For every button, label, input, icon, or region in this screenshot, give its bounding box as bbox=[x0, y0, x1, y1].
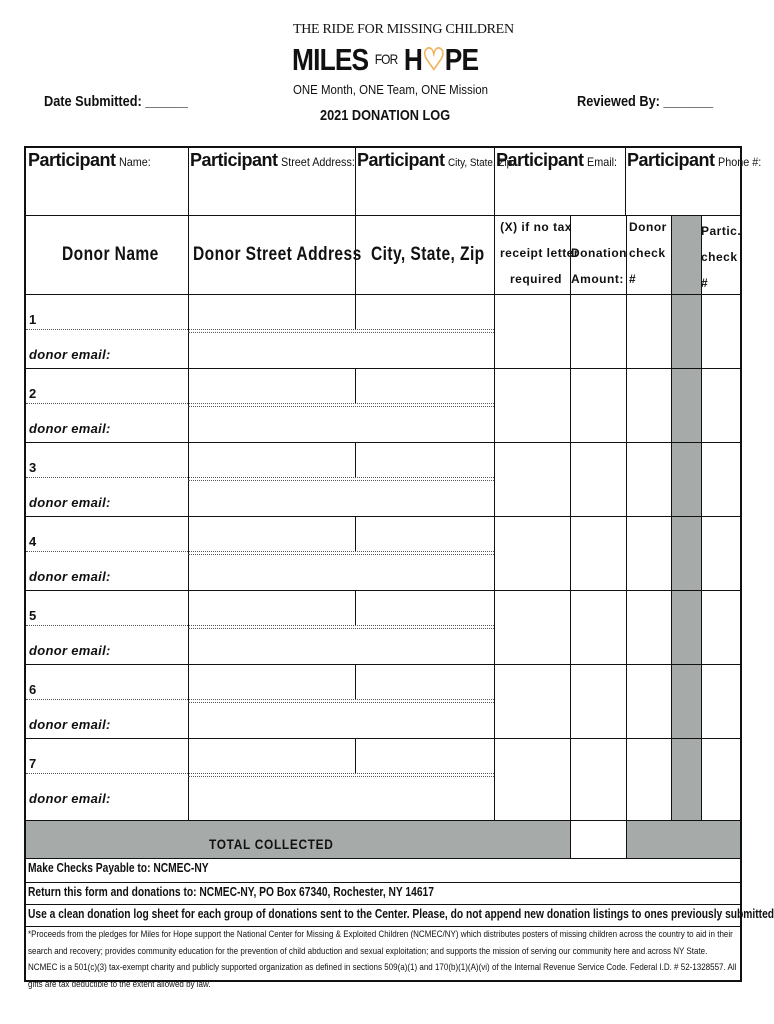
col-donor-name: Donor Name bbox=[62, 244, 159, 265]
donor-city-input[interactable] bbox=[355, 517, 494, 551]
donor-email-input[interactable] bbox=[188, 628, 494, 664]
participant-phone-label: Phone #: bbox=[717, 155, 762, 169]
donor-email-input[interactable] bbox=[188, 702, 494, 738]
col-no-tax-line3: required bbox=[509, 272, 562, 286]
no-tax-receipt-checkbox[interactable] bbox=[494, 443, 570, 516]
participant-city-label-bold: Participant bbox=[357, 150, 445, 170]
donor-email-input[interactable] bbox=[188, 332, 494, 368]
logo-brand-miles: MILES bbox=[292, 42, 369, 77]
donation-amount-input[interactable] bbox=[570, 517, 626, 590]
page-title: 2021 DONATION LOG bbox=[320, 107, 451, 124]
col-no-tax-receipt bbox=[500, 214, 580, 292]
partic-check-input[interactable] bbox=[701, 591, 740, 664]
grid-line bbox=[355, 216, 356, 296]
grid-line bbox=[355, 295, 356, 329]
row-number: 6 bbox=[29, 682, 37, 697]
row-divider bbox=[188, 332, 494, 333]
participant-street-field[interactable] bbox=[190, 150, 363, 171]
row-divider bbox=[26, 699, 494, 700]
row-divider bbox=[26, 773, 494, 774]
row-divider bbox=[188, 554, 494, 555]
donor-check-input[interactable] bbox=[626, 295, 671, 368]
participant-street-label-bold: Participant bbox=[190, 150, 278, 170]
donor-email-label: donor email: bbox=[29, 791, 111, 806]
col-partic-check-line3: # bbox=[701, 276, 709, 290]
col-donor-check bbox=[629, 214, 667, 292]
participant-email-label: Email: bbox=[586, 155, 617, 169]
participant-name-label-bold: Participant bbox=[28, 150, 116, 170]
col-partic-check-line2: check bbox=[701, 250, 738, 264]
col-donor-check-line1: Donor bbox=[629, 220, 667, 234]
no-tax-receipt-checkbox[interactable] bbox=[494, 665, 570, 738]
row-divider bbox=[26, 625, 494, 626]
date-submitted-field[interactable]: Date Submitted: ______ bbox=[44, 93, 188, 110]
total-amount-box[interactable] bbox=[570, 820, 627, 858]
grid-line bbox=[355, 443, 356, 477]
donor-check-input[interactable] bbox=[626, 369, 671, 442]
donor-city-input[interactable] bbox=[355, 739, 494, 773]
donor-email-input[interactable] bbox=[188, 776, 494, 812]
row-divider bbox=[26, 403, 494, 404]
total-band bbox=[26, 820, 740, 858]
col-no-tax-line2: receipt letter bbox=[500, 246, 580, 260]
grid-line bbox=[26, 904, 740, 905]
row-divider bbox=[26, 329, 494, 330]
donor-email-label: donor email: bbox=[29, 717, 111, 732]
donor-city-input[interactable] bbox=[355, 295, 494, 329]
donor-street-input[interactable] bbox=[188, 591, 355, 625]
donor-street-input[interactable] bbox=[188, 295, 355, 329]
col-donation-line2: Amount: bbox=[571, 272, 624, 286]
participant-email-field[interactable] bbox=[496, 150, 620, 171]
no-tax-receipt-checkbox[interactable] bbox=[494, 295, 570, 368]
return-address-text: Return this form and donations to: NCMEC-NY, PO Box 67340, Rochester, NY 14617 bbox=[28, 885, 434, 899]
donor-check-input[interactable] bbox=[626, 665, 671, 738]
donation-amount-input[interactable] bbox=[570, 591, 626, 664]
row-divider bbox=[188, 406, 494, 407]
clean-sheet-instruction: Use a clean donation log sheet for each group of donations sent to the Center. Please, do not append new donation listings to ones previously submitted bbox=[28, 907, 774, 921]
row-divider bbox=[188, 480, 494, 481]
donor-street-input[interactable] bbox=[188, 369, 355, 403]
donor-email-input[interactable] bbox=[188, 480, 494, 516]
grid-line bbox=[671, 216, 672, 820]
donation-amount-input[interactable] bbox=[570, 295, 626, 368]
donation-amount-input[interactable] bbox=[570, 369, 626, 442]
grid-line bbox=[355, 739, 356, 773]
donor-email-label: donor email: bbox=[29, 495, 111, 510]
row-divider bbox=[26, 477, 494, 478]
partic-check-input[interactable] bbox=[701, 739, 740, 812]
donor-street-input[interactable] bbox=[188, 665, 355, 699]
row-number: 3 bbox=[29, 460, 37, 475]
participant-city-label: City, State, Zip: bbox=[447, 157, 515, 169]
grid-line bbox=[26, 820, 740, 821]
donor-check-input[interactable] bbox=[626, 517, 671, 590]
row-divider bbox=[26, 551, 494, 552]
fine-print-text: *Proceeds from the pledges for Miles for Hope support the National Center for Missing & Exploited Children (NCMEC/NY) which distributes posters of missing children across the country to aid in their search and recovery; provides community education for the prevention of child abduction and sexual exploitation; and supports the mission of serving our community here and across NY State. NCMEC is a 501(c)(3) tax-exempt charity and publicly supported organization as defined in sections 509(a)(1) and 170(b)(1)(A)(vi) of the Internal Revenue Service Code. Federal I.D. # 52-1328557. All gifts are tax deductible to the extent allowed by law. bbox=[28, 929, 737, 990]
row-number: 2 bbox=[29, 386, 37, 401]
reviewed-by-field[interactable]: Reviewed By: _______ bbox=[577, 93, 714, 110]
or-separator-column bbox=[671, 216, 701, 820]
col-donation-line1: Donation bbox=[571, 246, 627, 260]
no-tax-receipt-checkbox[interactable] bbox=[494, 369, 570, 442]
no-tax-receipt-checkbox[interactable] bbox=[494, 591, 570, 664]
col-city-state-zip: City, State, Zip bbox=[371, 244, 485, 265]
donor-email-label: donor email: bbox=[29, 347, 111, 362]
grid-line bbox=[188, 148, 189, 216]
donation-amount-input[interactable] bbox=[570, 665, 626, 738]
donor-city-input[interactable] bbox=[355, 443, 494, 477]
grid-line bbox=[26, 215, 740, 216]
participant-phone-field[interactable] bbox=[627, 150, 766, 171]
partic-check-input[interactable] bbox=[701, 443, 740, 516]
participant-email-label-bold: Participant bbox=[496, 150, 584, 170]
grid-line bbox=[355, 369, 356, 403]
no-tax-receipt-checkbox[interactable] bbox=[494, 739, 570, 812]
partic-check-input[interactable] bbox=[701, 665, 740, 738]
donation-amount-input[interactable] bbox=[570, 739, 626, 812]
partic-check-input[interactable] bbox=[701, 295, 740, 368]
grid-line bbox=[494, 148, 495, 216]
grid-line bbox=[355, 591, 356, 625]
grid-line bbox=[625, 148, 626, 216]
row-number: 1 bbox=[29, 312, 37, 327]
donor-email-label: donor email: bbox=[29, 421, 111, 436]
logo-brand-h: H bbox=[403, 42, 422, 77]
row-number: 7 bbox=[29, 756, 37, 771]
donation-log-form bbox=[24, 146, 774, 990]
donor-check-input[interactable] bbox=[626, 443, 671, 516]
donor-street-input[interactable] bbox=[188, 443, 355, 477]
logo-brand-pe: PE bbox=[444, 42, 479, 77]
participant-name-field[interactable] bbox=[28, 150, 154, 171]
row-divider bbox=[188, 628, 494, 629]
logo-motto: ONE Month, ONE Team, ONE Mission bbox=[293, 82, 488, 97]
donor-street-input[interactable] bbox=[188, 739, 355, 773]
col-partic-check bbox=[701, 218, 741, 296]
no-tax-receipt-checkbox[interactable] bbox=[494, 517, 570, 590]
grid-line bbox=[355, 517, 356, 551]
col-partic-check-line1: Partic. bbox=[701, 224, 742, 238]
grid-line bbox=[355, 665, 356, 699]
donor-check-input[interactable] bbox=[626, 739, 671, 812]
grid-line bbox=[26, 926, 740, 927]
row-divider bbox=[188, 702, 494, 703]
donor-email-label: donor email: bbox=[29, 569, 111, 584]
donor-email-input[interactable] bbox=[188, 406, 494, 442]
logo-brand-for: FOR bbox=[374, 51, 398, 67]
logo-tagline: THE RIDE FOR MISSING CHILDREN bbox=[293, 22, 514, 37]
row-divider bbox=[188, 776, 494, 777]
logo-brand bbox=[292, 42, 478, 78]
col-donor-check-line2: check bbox=[629, 246, 666, 260]
row-number: 4 bbox=[29, 534, 37, 549]
col-donor-check-line3: # bbox=[629, 272, 637, 286]
grid-line bbox=[355, 148, 356, 216]
donor-city-input[interactable] bbox=[355, 665, 494, 699]
donor-email-input[interactable] bbox=[188, 554, 494, 590]
col-no-tax-line1: (X) if no tax bbox=[500, 220, 572, 234]
donation-amount-input[interactable] bbox=[570, 443, 626, 516]
row-number: 5 bbox=[29, 608, 37, 623]
fine-print-block bbox=[26, 927, 740, 990]
checks-payable-text: Make Checks Payable to: NCMEC-NY bbox=[28, 861, 209, 875]
donor-email-label: donor email: bbox=[29, 643, 111, 658]
partic-check-input[interactable] bbox=[701, 369, 740, 442]
partic-check-input[interactable] bbox=[701, 517, 740, 590]
miles-for-hope-logo bbox=[290, 22, 514, 102]
heart-icon: ♡ bbox=[421, 42, 445, 77]
donor-street-input[interactable] bbox=[188, 517, 355, 551]
grid-line bbox=[26, 858, 740, 859]
donor-check-input[interactable] bbox=[626, 591, 671, 664]
col-donor-street: Donor Street Address bbox=[193, 244, 362, 265]
participant-street-label: Street Address: bbox=[280, 155, 355, 169]
participant-name-label: Name: bbox=[118, 155, 151, 169]
total-collected-label: TOTAL COLLECTED bbox=[209, 836, 334, 852]
grid-line bbox=[26, 882, 740, 883]
donor-city-input[interactable] bbox=[355, 591, 494, 625]
col-donation-amount bbox=[571, 240, 627, 292]
donor-city-input[interactable] bbox=[355, 369, 494, 403]
participant-phone-label-bold: Participant bbox=[627, 150, 715, 170]
